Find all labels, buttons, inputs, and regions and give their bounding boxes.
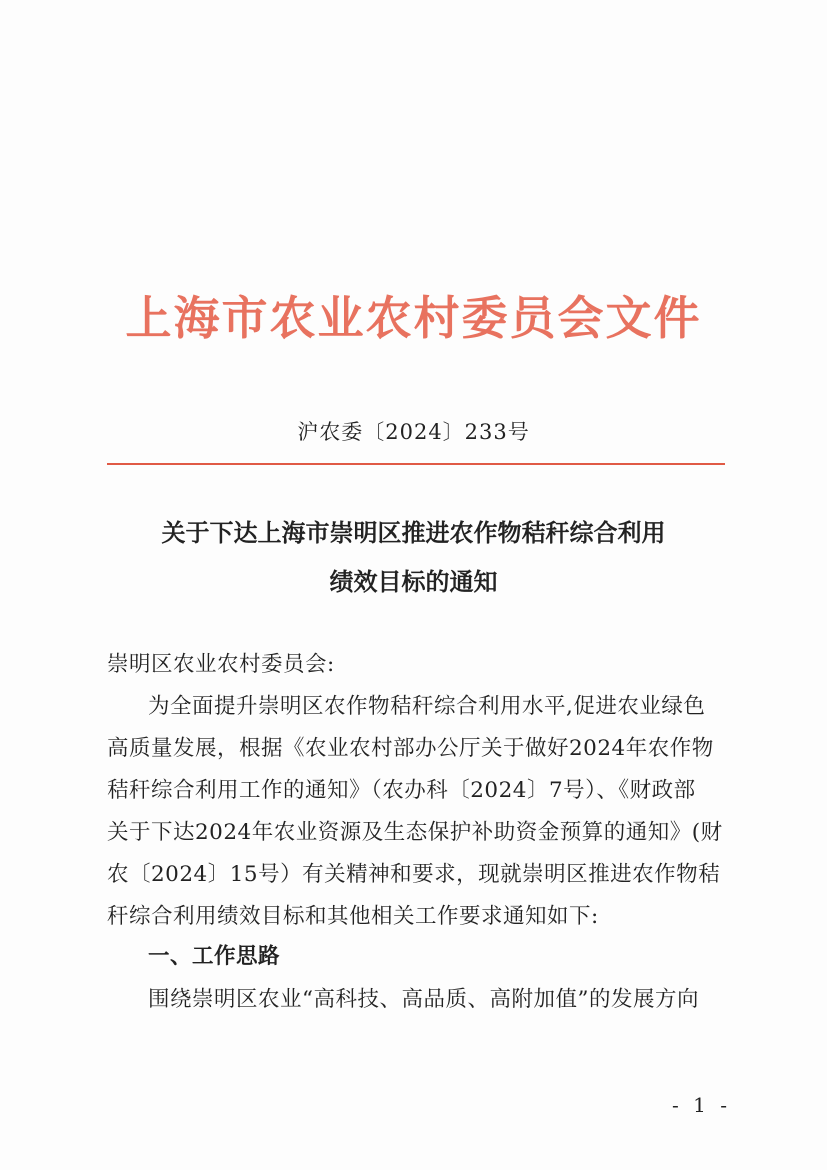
red-divider-line: [107, 463, 725, 465]
body-line: 秆综合利用绩效目标和其他相关工作要求通知如下:: [107, 904, 599, 929]
body-line: 关于下达2024年农业资源及生态保护补助资金预算的通知》(财: [107, 820, 723, 845]
section-body-line: 围绕崇明区农业“高科技、高品质、高附加值”的发展方向: [148, 987, 699, 1012]
salutation: 崇明区农业农村委员会:: [107, 652, 335, 677]
section-heading: 一、工作思路: [148, 944, 281, 969]
page-number: - 1 -: [672, 1093, 731, 1117]
document-number: 沪农委〔2024〕233号: [297, 420, 530, 444]
body-line: 高质量发展，根据《农业农村部办公厅关于做好2024年农作物: [107, 736, 714, 761]
masthead-title: 上海市农业农村委员会文件: [125, 291, 702, 345]
body-line: 秸秆综合利用工作的通知》（农办科〔2024〕7号）、《财政部: [107, 778, 696, 803]
notice-title-line-2: 绩效目标的通知: [329, 567, 498, 596]
body-line: 为全面提升崇明区农作物秸秆综合利用水平,促进农业绿色: [148, 694, 706, 719]
notice-title-line-1: 关于下达上海市崇明区推进农作物秸秆综合利用: [161, 518, 666, 547]
body-line: 农〔2024〕15号）有关精神和要求，现就崇明区推进农作物秸: [107, 862, 721, 887]
